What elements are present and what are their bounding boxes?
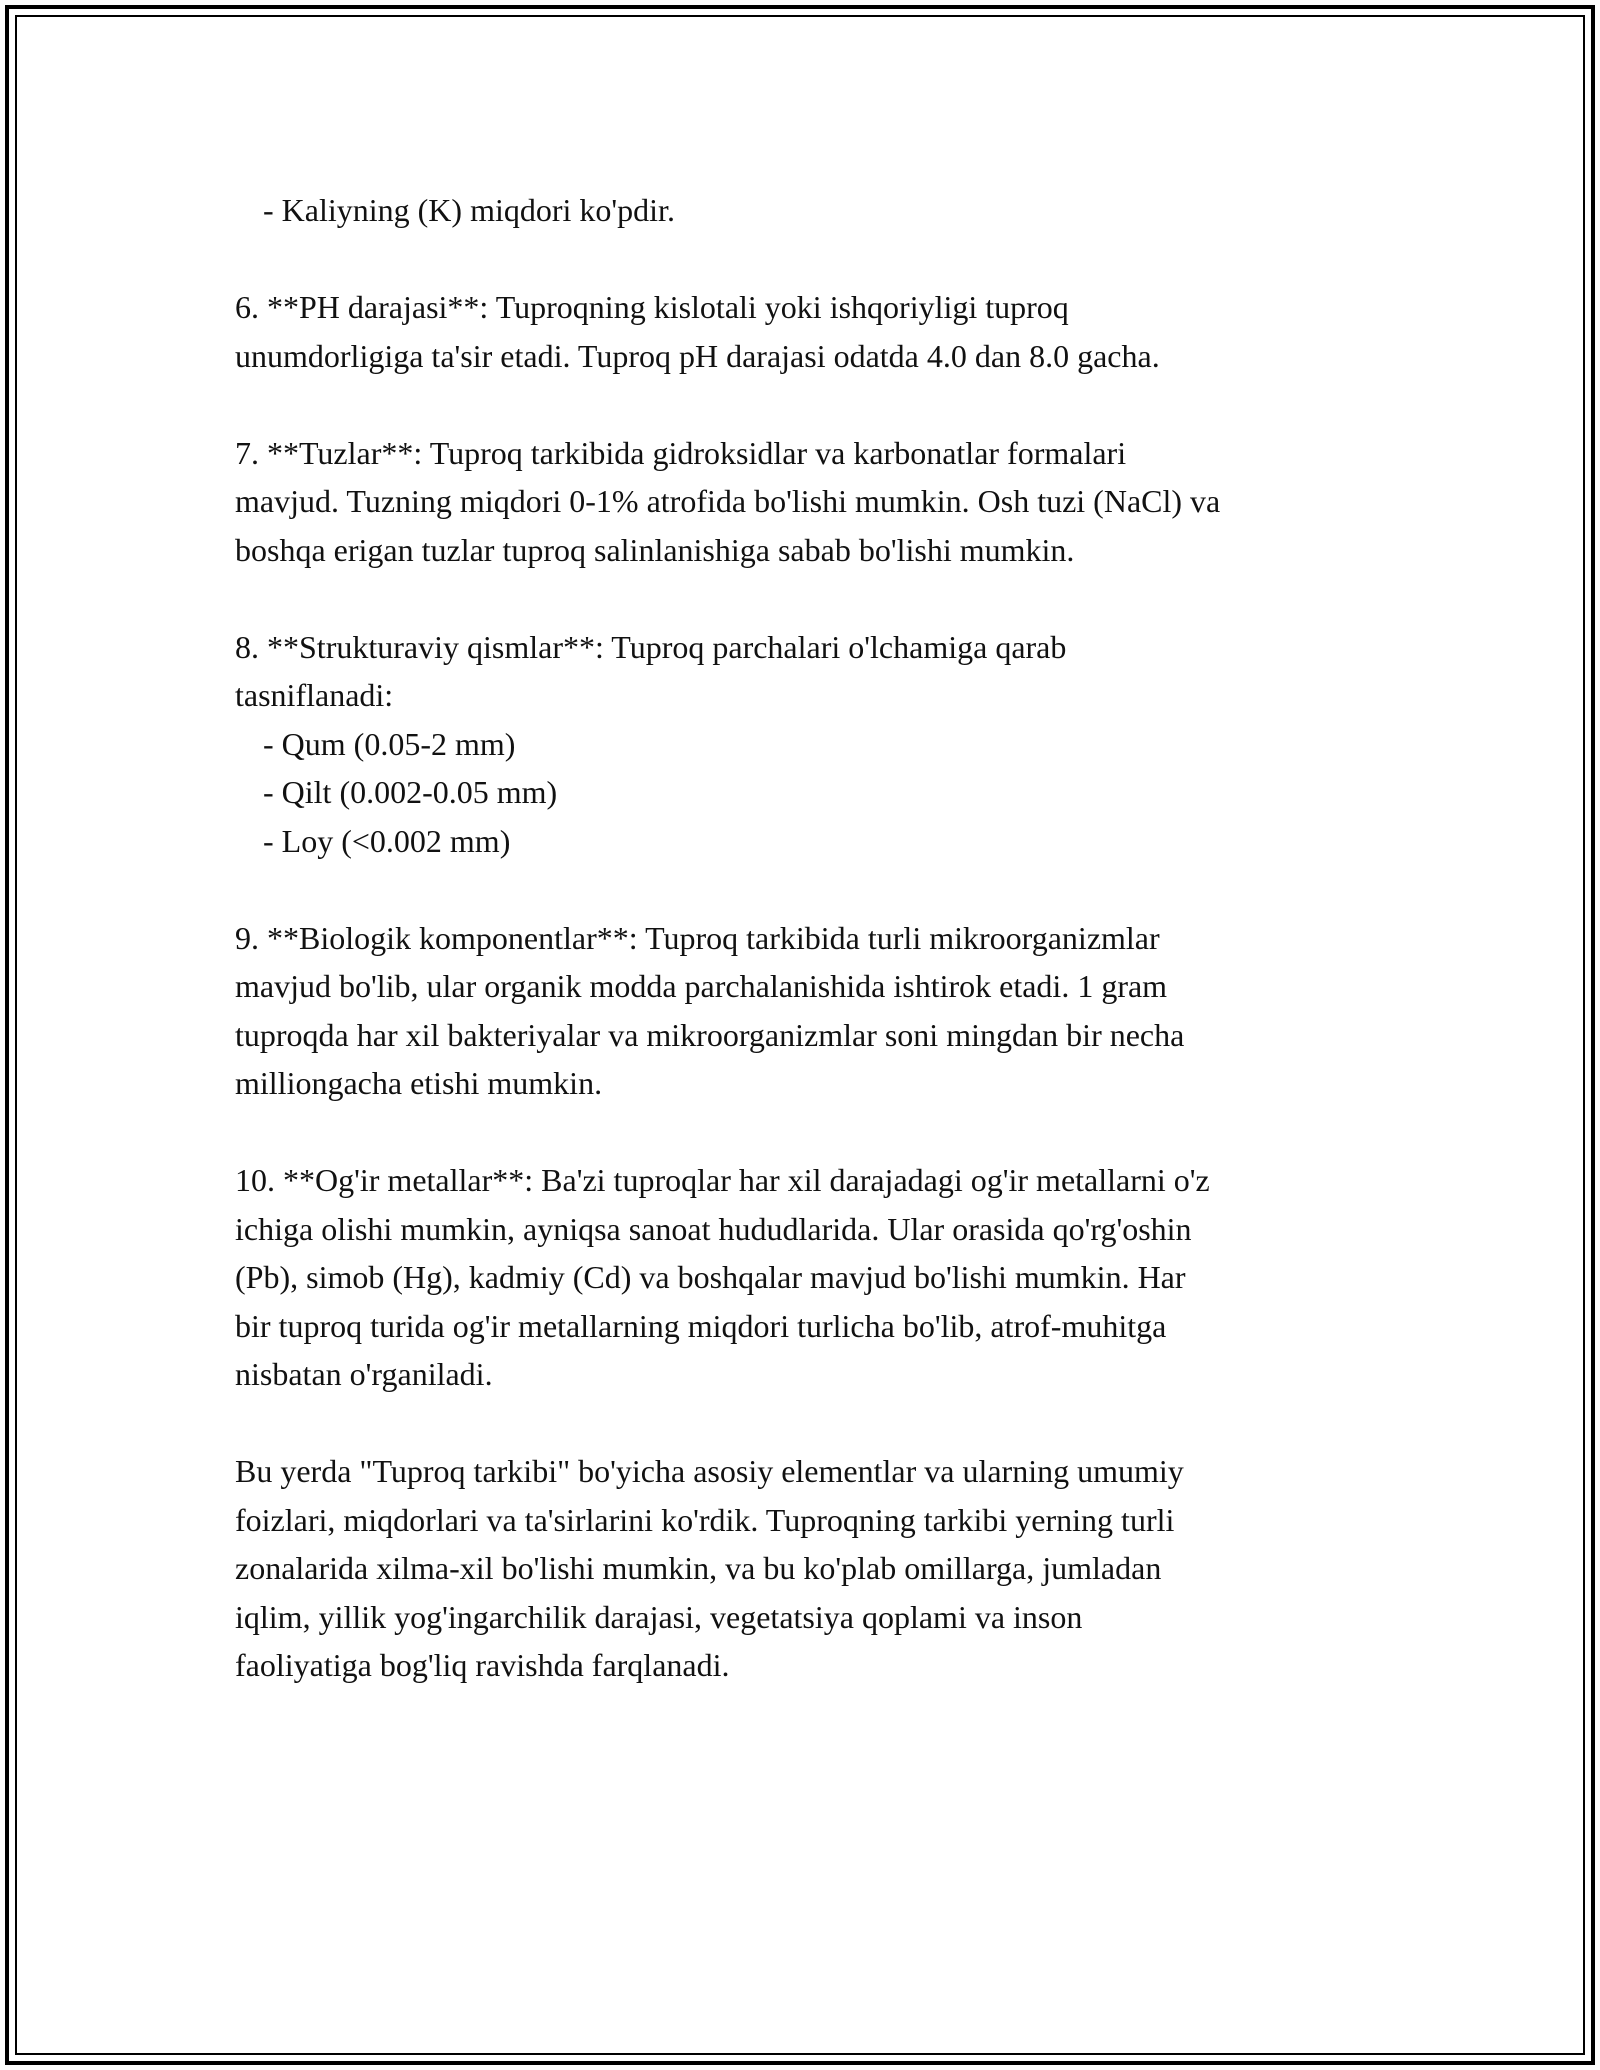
section-line: mavjud bo'lib, ular organik modda parchalanishida ishtirok etadi. 1 gram bbox=[235, 968, 1168, 1004]
paragraph-gap bbox=[235, 380, 1370, 429]
section-line: 8. **Strukturaviy qismlar**: Tuproq parchalari o'lchamiga qarab bbox=[235, 628, 1067, 665]
paragraph-gap bbox=[235, 1399, 1370, 1448]
section-structural-parts bbox=[235, 623, 1370, 866]
section-line: 7. **Tuzlar**: Tuproq tarkibida gidroksidlar va karbonatlar formalari bbox=[235, 434, 1127, 471]
section-line: boshqa erigan tuzlar tuproq salinlanishiga sabab bo'lishi mumkin. bbox=[235, 531, 1075, 568]
intro-bullet: - Kaliyning (K) miqdori ko'pdir. bbox=[263, 192, 675, 228]
paragraph-gap bbox=[235, 235, 1370, 284]
section-line: milliongacha etishi mumkin. bbox=[235, 1065, 603, 1101]
section-line: tuproqda har xil bakteriyalar va mikroorganizmlar soni mingdan bir necha bbox=[235, 1016, 1185, 1053]
section-line: (Pb), simob (Hg), kadmiy (Cd) va boshqalar mavjud bo'lishi mumkin. Har bbox=[235, 1259, 1186, 1295]
section-line: Bu yerda "Tuproq tarkibi" bo'yicha asosiy elementlar va ularning umumiy bbox=[235, 1453, 1184, 1489]
section-biological-components bbox=[235, 914, 1370, 1108]
list-item: - Qum (0.05-2 mm) bbox=[263, 725, 516, 762]
paragraph-gap bbox=[235, 865, 1370, 914]
section-line: unumdorligiga ta'sir etadi. Tuproq pH darajasi odatda 4.0 dan 8.0 gacha. bbox=[235, 337, 1160, 374]
section-heavy-metals bbox=[235, 1156, 1370, 1399]
section-salts bbox=[235, 429, 1370, 575]
paragraph-gap bbox=[235, 574, 1370, 623]
section-conclusion bbox=[235, 1447, 1370, 1690]
section-ph-level bbox=[235, 283, 1370, 380]
section-line: tasniflanadi: bbox=[235, 677, 394, 713]
section-line: nisbatan o'rganiladi. bbox=[235, 1356, 493, 1392]
section-line: iqlim, yillik yog'ingarchilik darajasi, vegetatsiya qoplami va inson bbox=[235, 1598, 1083, 1635]
section-line: bir tuproq turida og'ir metallarning miqdori turlicha bo'lib, atrof-muhitga bbox=[235, 1307, 1167, 1344]
section-line: 10. **Og'ir metallar**: Ba'zi tuproqlar har xil darajadagi og'ir metallarni o'z bbox=[235, 1162, 1210, 1198]
section-line: ichiga olishi mumkin, ayniqsa sanoat hududlarida. Ular orasida qo'rg'oshin bbox=[235, 1210, 1192, 1247]
section-line: foizlari, miqdorlari va ta'sirlarini ko'rdik. Tuproqning tarkibi yerning turli bbox=[235, 1501, 1175, 1538]
list-item: - Loy (<0.002 mm) bbox=[263, 822, 511, 859]
section-line: 9. **Biologik komponentlar**: Tuproq tarkibida turli mikroorganizmlar bbox=[235, 919, 1160, 956]
paragraph-gap bbox=[235, 1108, 1370, 1157]
list-item: - Qilt (0.002-0.05 mm) bbox=[263, 774, 558, 810]
section-line: mavjud. Tuzning miqdori 0-1% atrofida bo'lishi mumkin. Osh tuzi (NaCl) va bbox=[235, 483, 1221, 519]
section-line: faoliyatiga bog'liq ravishda farqlanadi. bbox=[235, 1647, 730, 1683]
document-body bbox=[235, 186, 1370, 1690]
section-line: 6. **PH darajasi**: Tuproqning kislotali yoki ishqoriyligi tuproq bbox=[235, 289, 1069, 325]
section-line: zonalarida xilma-xil bo'lishi mumkin, va bu ko'plab omillarga, jumladan bbox=[235, 1550, 1162, 1586]
